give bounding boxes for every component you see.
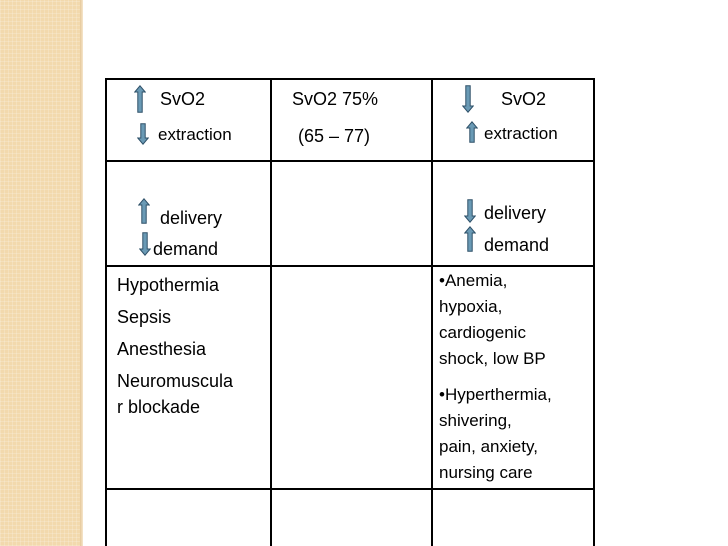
table-row-divider	[105, 160, 595, 162]
list-item: Neuromuscula	[117, 371, 234, 391]
table-row-divider	[105, 265, 595, 267]
list-item: Hypothermia	[117, 275, 220, 295]
table-row-divider	[105, 488, 595, 490]
bullet-line: shivering,	[439, 411, 512, 430]
demand-label: demand	[484, 235, 550, 255]
list-item: Sepsis	[117, 307, 172, 327]
extraction-label: extraction	[158, 125, 232, 144]
table-border-right	[593, 78, 595, 546]
svo2-label: SvO2	[501, 89, 547, 109]
side-strip-edge	[80, 0, 83, 546]
bullet-line: cardiogenic	[439, 323, 526, 342]
bullet-line: hypoxia,	[439, 297, 503, 316]
decorative-side-strip	[0, 0, 80, 546]
delivery-label: delivery	[484, 203, 547, 223]
extraction-label: extraction	[484, 124, 558, 143]
table-column-divider	[431, 78, 433, 546]
bullet-line: •Hyperthermia,	[439, 385, 552, 404]
list-item: r blockade	[117, 397, 201, 417]
list-item: Anesthesia	[117, 339, 207, 359]
table-border-top	[105, 78, 595, 80]
svo2-label: SvO2	[160, 89, 206, 109]
table-column-divider	[270, 78, 272, 546]
arrow-up-icon	[134, 85, 146, 113]
arrow-up-icon	[466, 121, 478, 143]
arrow-down-icon	[137, 123, 149, 145]
arrow-down-icon	[139, 232, 151, 256]
arrow-up-icon	[138, 198, 150, 224]
bullet-line: •Anemia,	[439, 271, 508, 290]
arrow-up-icon	[464, 226, 476, 252]
bullet-line: nursing care	[439, 463, 533, 482]
arrow-down-icon	[462, 85, 474, 113]
arrow-down-icon	[464, 199, 476, 223]
bullet-line: pain, anxiety,	[439, 437, 538, 456]
table-border-left	[105, 78, 107, 546]
delivery-label: delivery	[160, 208, 223, 228]
demand-label: demand	[153, 239, 219, 259]
bullet-line: shock, low BP	[439, 349, 546, 368]
svo2-normal-range: (65 – 77)	[298, 126, 371, 146]
svo2-normal-label: SvO2 75%	[292, 89, 379, 109]
